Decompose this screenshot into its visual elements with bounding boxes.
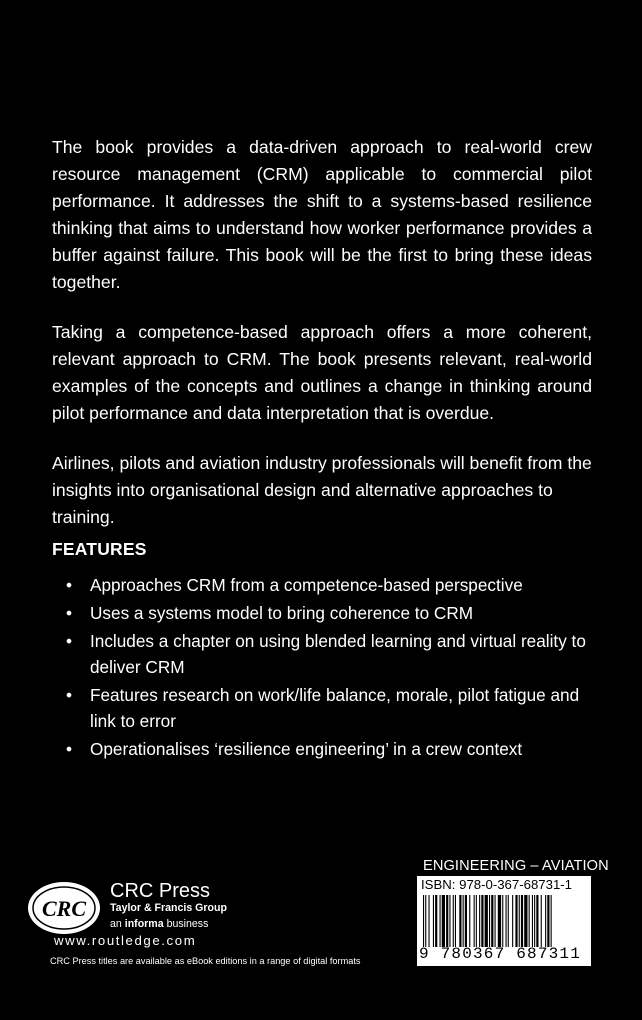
barcode-bar bbox=[455, 895, 456, 947]
barcode-bar bbox=[506, 895, 507, 947]
isbn-label: ISBN: 978-0-367-68731-1 bbox=[421, 877, 573, 892]
barcode-bar bbox=[512, 895, 513, 947]
barcode-bar bbox=[524, 895, 527, 947]
barcode-bar bbox=[474, 895, 475, 947]
website-url: www.routledge.com bbox=[54, 933, 197, 948]
feature-item bbox=[66, 600, 586, 626]
barcode-bar bbox=[521, 895, 523, 947]
barcode-icon bbox=[421, 895, 587, 947]
barcode-bar bbox=[481, 895, 483, 947]
barcode-bar bbox=[485, 895, 488, 947]
barcode-bar bbox=[479, 895, 480, 947]
barcode-bar bbox=[442, 895, 445, 947]
features-list bbox=[66, 572, 586, 764]
informa-line bbox=[110, 918, 208, 930]
feature-item bbox=[66, 572, 586, 598]
bullet-icon: • bbox=[66, 739, 73, 759]
barcode-bar bbox=[453, 895, 454, 947]
bullet-icon: • bbox=[66, 631, 73, 651]
barcode-bar bbox=[541, 895, 542, 947]
barcode-bar bbox=[529, 895, 530, 947]
feature-text: Approaches CRM from a competence-based perspective bbox=[90, 575, 523, 595]
feature-item bbox=[66, 682, 586, 734]
barcode-bar bbox=[440, 895, 441, 947]
barcode-bar bbox=[469, 895, 470, 947]
barcode-bar bbox=[449, 895, 450, 947]
barcode-bar bbox=[429, 895, 430, 947]
barcode-bar bbox=[489, 895, 490, 947]
feature-item bbox=[66, 628, 586, 680]
publisher-name: CRC Press bbox=[110, 880, 211, 902]
barcode-bar bbox=[532, 895, 533, 947]
barcode-digits: 9 780367 687311 bbox=[419, 945, 582, 963]
informa-name: informa bbox=[124, 918, 164, 930]
barcode-bar bbox=[534, 895, 535, 947]
barcode-bar bbox=[502, 895, 503, 947]
informa-suffix: business bbox=[166, 918, 209, 930]
barcode-bar bbox=[476, 895, 477, 947]
bullet-icon: • bbox=[66, 685, 73, 705]
blurb-paragraph-1: The book provides a data-driven approach to real-world crew resource management (CRM) applicable to commercial pilot performance. It addresses the shift to a systems-based resilience thinking that aims to understand how worker performance provides a buffer against failure. This book will be the first to bring these ideas together. bbox=[52, 137, 592, 292]
barcode-bar bbox=[547, 895, 549, 947]
barcode-bar bbox=[463, 895, 464, 947]
barcode-bar bbox=[519, 895, 520, 947]
feature-text: Uses a systems model to bring coherence to CRM bbox=[90, 603, 474, 623]
barcode-bar bbox=[515, 895, 517, 947]
barcode-bar bbox=[459, 895, 461, 947]
subject-category: ENGINEERING – AVIATION bbox=[423, 858, 609, 874]
publisher-group: Taylor & Francis Group bbox=[110, 902, 227, 914]
barcode-bar bbox=[508, 895, 509, 947]
barcode-bar bbox=[491, 895, 493, 947]
barcode-bar bbox=[425, 895, 426, 947]
informa-prefix: an bbox=[110, 918, 122, 930]
barcode-bar bbox=[433, 895, 434, 947]
barcode-bar bbox=[551, 895, 552, 947]
feature-text: Includes a chapter on using blended learning and virtual reality to deliver CRM bbox=[90, 631, 586, 677]
bullet-icon: • bbox=[66, 575, 73, 595]
barcode-bar bbox=[435, 895, 437, 947]
blurb-paragraph-2: Taking a competence-based approach offers a more coherent, relevant approach to CRM. The book presents relevant, real-world examples of the concepts and outlines a change in thinking around pilot performance and data interpretation that is overdue. bbox=[52, 322, 592, 423]
barcode-bar bbox=[465, 895, 467, 947]
feature-text: Features research on work/life balance, morale, pilot fatigue and link to error bbox=[90, 685, 580, 731]
barcode-bar bbox=[545, 895, 546, 947]
barcode-bar bbox=[495, 895, 496, 947]
barcode-bar bbox=[446, 895, 448, 947]
barcode-bar bbox=[536, 895, 538, 947]
barcode-bar bbox=[423, 895, 424, 947]
crc-logo-icon bbox=[24, 880, 104, 936]
blurb bbox=[52, 134, 592, 554]
features-heading: FEATURES bbox=[52, 539, 147, 559]
feature-item bbox=[66, 736, 586, 762]
blurb-paragraph-3: Airlines, pilots and aviation industry professionals will benefit from the insights into organisational design and alternative approaches to training. bbox=[52, 453, 592, 527]
barcode-panel bbox=[417, 876, 591, 966]
feature-text: Operationalises ‘resilience engineering’ in a crew context bbox=[90, 739, 523, 759]
crc-logo-text: CRC bbox=[41, 896, 87, 921]
barcode-bar bbox=[498, 895, 501, 947]
ebook-note: CRC Press titles are available as eBook editions in a range of digital formats bbox=[50, 956, 361, 966]
bullet-icon: • bbox=[66, 603, 73, 623]
